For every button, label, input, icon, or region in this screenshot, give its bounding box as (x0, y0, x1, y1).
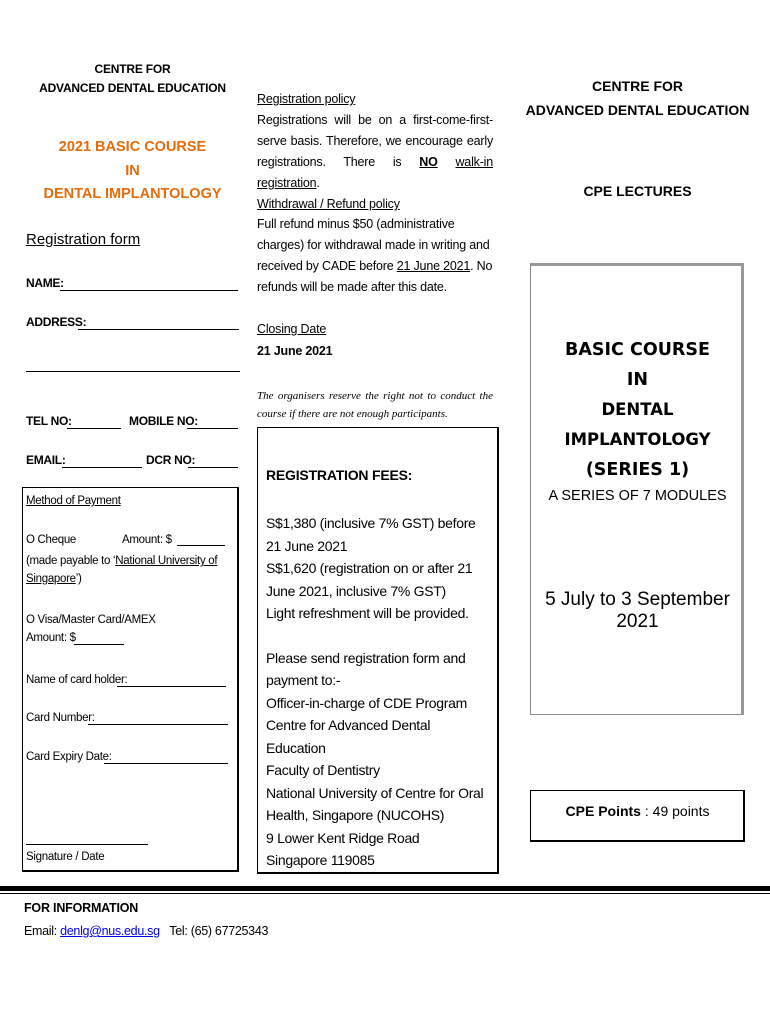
reg-policy-text: Registrations will be on a first-come-first-serve basis. Therefore, we encourage early registrations. There is NO walk-in registration. (257, 113, 493, 190)
footer-heading: FOR INFORMATION (24, 901, 139, 915)
org-line-2: ADVANCED DENTAL EDUCATION (39, 81, 226, 95)
address-line: Centre for Advanced Dental Education (266, 717, 431, 756)
send-instruction: Please send registration form and payment to:- (266, 649, 466, 688)
cpe-points (530, 803, 745, 819)
fees-content (266, 512, 492, 872)
left-org-name (0, 60, 265, 98)
organiser-note: The organisers reserve the right not to conduct the course if there are not enough participants. (257, 390, 493, 420)
cheque-payable-note (26, 552, 226, 588)
dcr-label: DCR NO: (146, 453, 196, 467)
card-expiry-field[interactable] (104, 763, 228, 764)
no-emphasis: NO (419, 155, 438, 169)
title-line-4: (SERIES 1) (585, 460, 690, 480)
closing-heading: Closing Date (257, 322, 327, 336)
withdrawal-date: 21 June 2021 (396, 259, 471, 273)
payable-suffix: ’) (75, 573, 82, 585)
address-field[interactable] (78, 329, 239, 330)
org-line-2: ADVANCED DENTAL EDUCATION (525, 102, 750, 118)
title-line-2: IN (626, 370, 649, 390)
phone-number: Tel: (65) 67725343 (169, 924, 269, 938)
course-title-line-1: 2021 BASIC COURSE (58, 139, 207, 155)
reg-policy-heading: Registration policy (257, 92, 356, 106)
cpe-points-label: CPE Points (565, 803, 641, 819)
series-text: A SERIES OF 7 MODULES (548, 488, 727, 504)
walkin-text: walk-in registration (257, 155, 493, 190)
refreshment-note: Light refreshment will be provided. (266, 605, 469, 621)
address-label: ADDRESS: (26, 315, 87, 329)
address-line: Faculty of Dentistry (266, 762, 380, 778)
course-title-line-2: IN (125, 162, 140, 179)
card-number-label: Card Number: (26, 712, 95, 724)
address-line: 9 Lower Kent Ridge Road (266, 829, 420, 846)
fee-late: S$1,620 (registration on or after 21 June 2021, inclusive 7% GST) (266, 560, 473, 599)
withdrawal-heading: Withdrawal / Refund policy (257, 197, 400, 211)
payable-name: National University of Singapore (26, 555, 218, 585)
mobile-field[interactable] (187, 428, 238, 429)
dcr-field[interactable] (188, 467, 238, 468)
payable-prefix: (made payable to ‘ (26, 555, 116, 567)
withdrawal-text (257, 214, 493, 298)
withdrawal-body: Full refund minus $50 (administrative charges) for withdrawal made in writing and received by CADE before (257, 217, 490, 273)
card-expiry-label: Card Expiry Date: (26, 751, 112, 763)
registration-form-heading: Registration form (26, 231, 141, 248)
address-line: Officer-in-charge of CDE Program (266, 694, 467, 711)
address-line: National University of Centre for Oral Health, Singapore (NUCOHS) (266, 784, 484, 823)
card-holder-label: Name of card holder: (26, 674, 128, 686)
fees-heading: REGISTRATION FEES: (266, 467, 413, 483)
course-dates: 5 July to 3 September 2021 (545, 589, 730, 632)
email-label: EMAIL: (26, 453, 66, 467)
footer-contact (24, 924, 268, 938)
fee-early: S$1,380 (inclusive 7% GST) before 21 June 2021 (266, 515, 476, 554)
signature-label: Signature / Date (26, 851, 105, 863)
footer-divider-thin (0, 893, 770, 894)
email-link[interactable]: denlg@nus.edu.sg (60, 924, 160, 938)
card-holder-field[interactable] (117, 686, 226, 687)
course-title-line-3: DENTAL IMPLANTOLOGY (43, 186, 222, 202)
withdrawal-body-2: . No refunds will be made after this date. (257, 259, 493, 294)
cheque-amount-label: Amount: $ (122, 534, 172, 546)
email-field[interactable] (62, 467, 142, 468)
cpe-lectures-heading: CPE LECTURES (583, 183, 692, 199)
title-line-1: BASIC COURSE (565, 340, 710, 360)
cheque-amount-field[interactable] (177, 545, 225, 546)
cpe-points-value: : 49 points (644, 803, 710, 819)
footer-divider (0, 886, 770, 891)
course-title (0, 136, 265, 207)
name-field[interactable] (60, 290, 238, 291)
cheque-option[interactable]: O Cheque (26, 534, 77, 546)
tel-field[interactable] (67, 428, 121, 429)
org-line-1: CENTRE FOR (592, 78, 683, 94)
reg-policy-body: Registrations will be on a first-come-first-serve basis. Therefore, we encourage early registrations. There is (257, 113, 493, 169)
card-number-field[interactable] (88, 724, 228, 725)
payment-heading: Method of Payment (26, 495, 121, 507)
address-line: Singapore 119085 (266, 852, 375, 868)
signature-field[interactable] (26, 844, 148, 845)
card-option[interactable]: O Visa/Master Card/AMEX (26, 614, 156, 626)
card-amount-field[interactable] (74, 644, 124, 645)
brochure-title (530, 335, 745, 485)
card-amount-label: Amount: $ (26, 632, 76, 644)
closing-date: 21 June 2021 (257, 344, 333, 358)
email-label: Email: (24, 924, 57, 938)
tel-label: TEL NO: (26, 414, 72, 428)
title-line-3: DENTAL IMPLANTOLOGY (564, 400, 711, 449)
address-field-line-2[interactable] (26, 371, 240, 372)
org-line-1: CENTRE FOR (94, 62, 171, 76)
name-label: NAME: (26, 276, 64, 290)
right-org-name (510, 74, 765, 122)
mobile-label: MOBILE NO: (129, 414, 198, 428)
